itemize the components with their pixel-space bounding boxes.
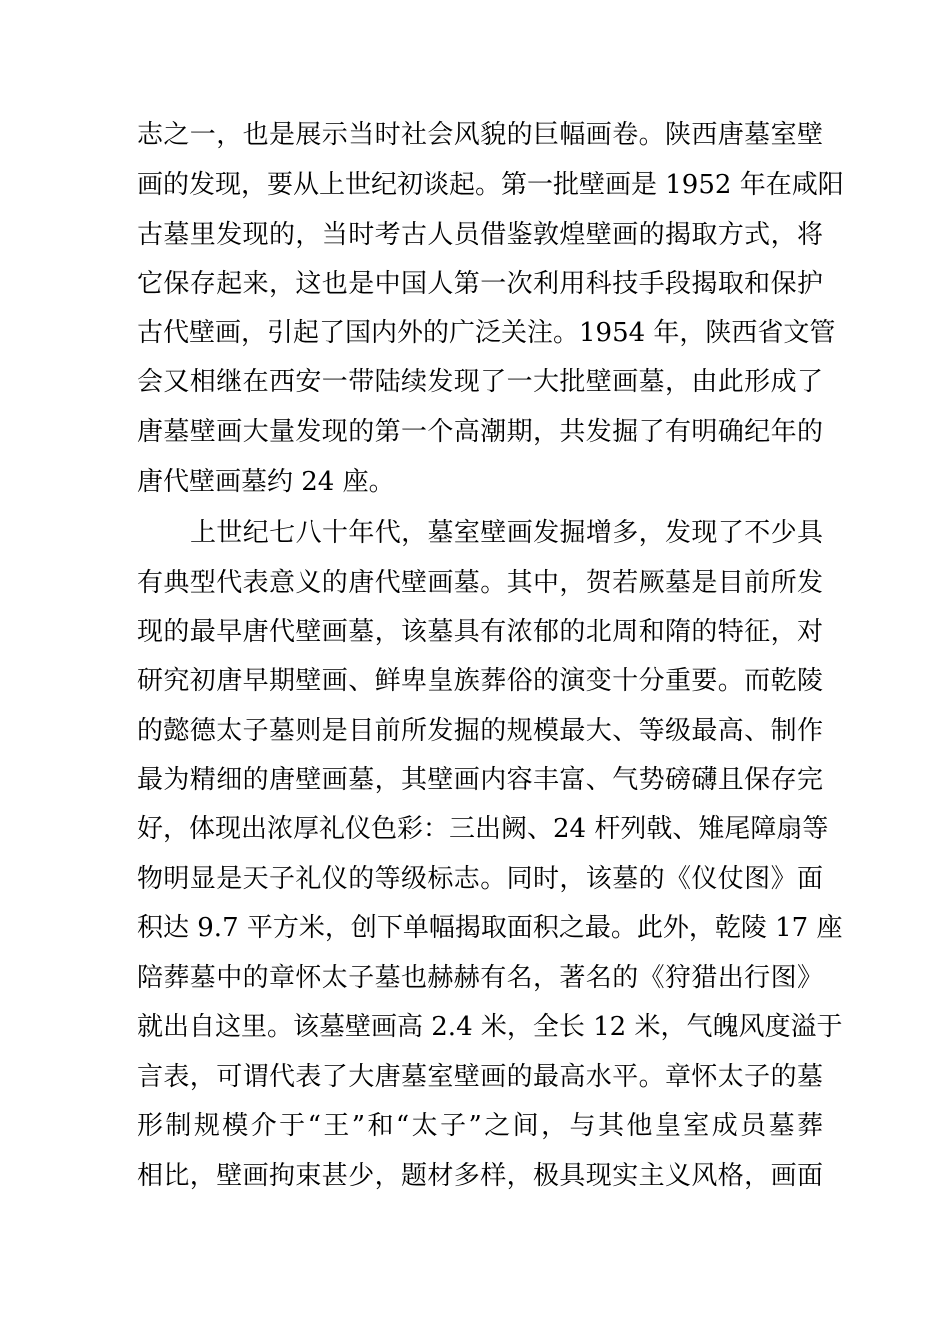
text-line: 画的发现，要从上世纪初谈起。第一批壁画是 1952 年在咸阳 bbox=[137, 170, 844, 200]
text-line: 现的最早唐代壁画墓，该墓具有浓郁的北周和隋的特征，对 bbox=[137, 617, 823, 647]
text-line: 研究初唐早期壁画、鲜卑皇族葬俗的演变十分重要。而乾陵 bbox=[137, 666, 823, 696]
paragraph-first-line: 上世纪七八十年代，墓室壁画发掘增多，发现了不少具 bbox=[190, 518, 823, 548]
text-line: 唐墓壁画大量发现的第一个高潮期，共发掘了有明确纪年的 bbox=[137, 417, 823, 447]
text-line: 形制规模介于“王”和“太子”之间，与其他皇室成员墓葬 bbox=[137, 1111, 823, 1141]
text-line: 积达 9.7 平方米，创下单幅揭取面积之最。此外，乾陵 17 座 bbox=[137, 913, 843, 943]
text-line: 好，体现出浓厚礼仪色彩：三出阙、24 杆列戟、雉尾障扇等 bbox=[137, 814, 829, 844]
text-line: 言表，可谓代表了大唐墓室壁画的最高水平。章怀太子的墓 bbox=[137, 1062, 823, 1092]
text-line: 会又相继在西安一带陆续发现了一大批壁画墓，由此形成了 bbox=[137, 367, 823, 397]
text-line: 它保存起来，这也是中国人第一次利用科技手段揭取和保护 bbox=[137, 269, 823, 299]
text-line: 陪葬墓中的章怀太子墓也赫赫有名，著名的《狩猎出行图》 bbox=[137, 963, 823, 993]
text-line: 有典型代表意义的唐代壁画墓。其中，贺若厥墓是目前所发 bbox=[137, 568, 823, 598]
text-line: 物明显是天子礼仪的等级标志。同时，该墓的《仪仗图》面 bbox=[137, 864, 823, 894]
text-line: 相比，壁画拘束甚少，题材多样，极具现实主义风格，画面 bbox=[137, 1161, 823, 1191]
text-line: 唐代壁画墓约 24 座。 bbox=[137, 467, 395, 497]
text-line: 就出自这里。该墓壁画高 2.4 米，全长 12 米，气魄风度溢于 bbox=[137, 1012, 843, 1042]
text-line: 古代壁画，引起了国内外的广泛关注。1954 年，陕西省文管 bbox=[137, 318, 836, 348]
text-line: 最为精细的唐壁画墓，其壁画内容丰富、气势磅礴且保存完 bbox=[137, 765, 823, 795]
text-line: 古墓里发现的，当时考古人员借鉴敦煌壁画的揭取方式，将 bbox=[137, 220, 823, 250]
text-line: 的懿德太子墓则是目前所发掘的规模最大、等级最高、制作 bbox=[137, 716, 823, 746]
text-line: 志之一，也是展示当时社会风貌的巨幅画卷。陕西唐墓室壁 bbox=[137, 120, 823, 150]
